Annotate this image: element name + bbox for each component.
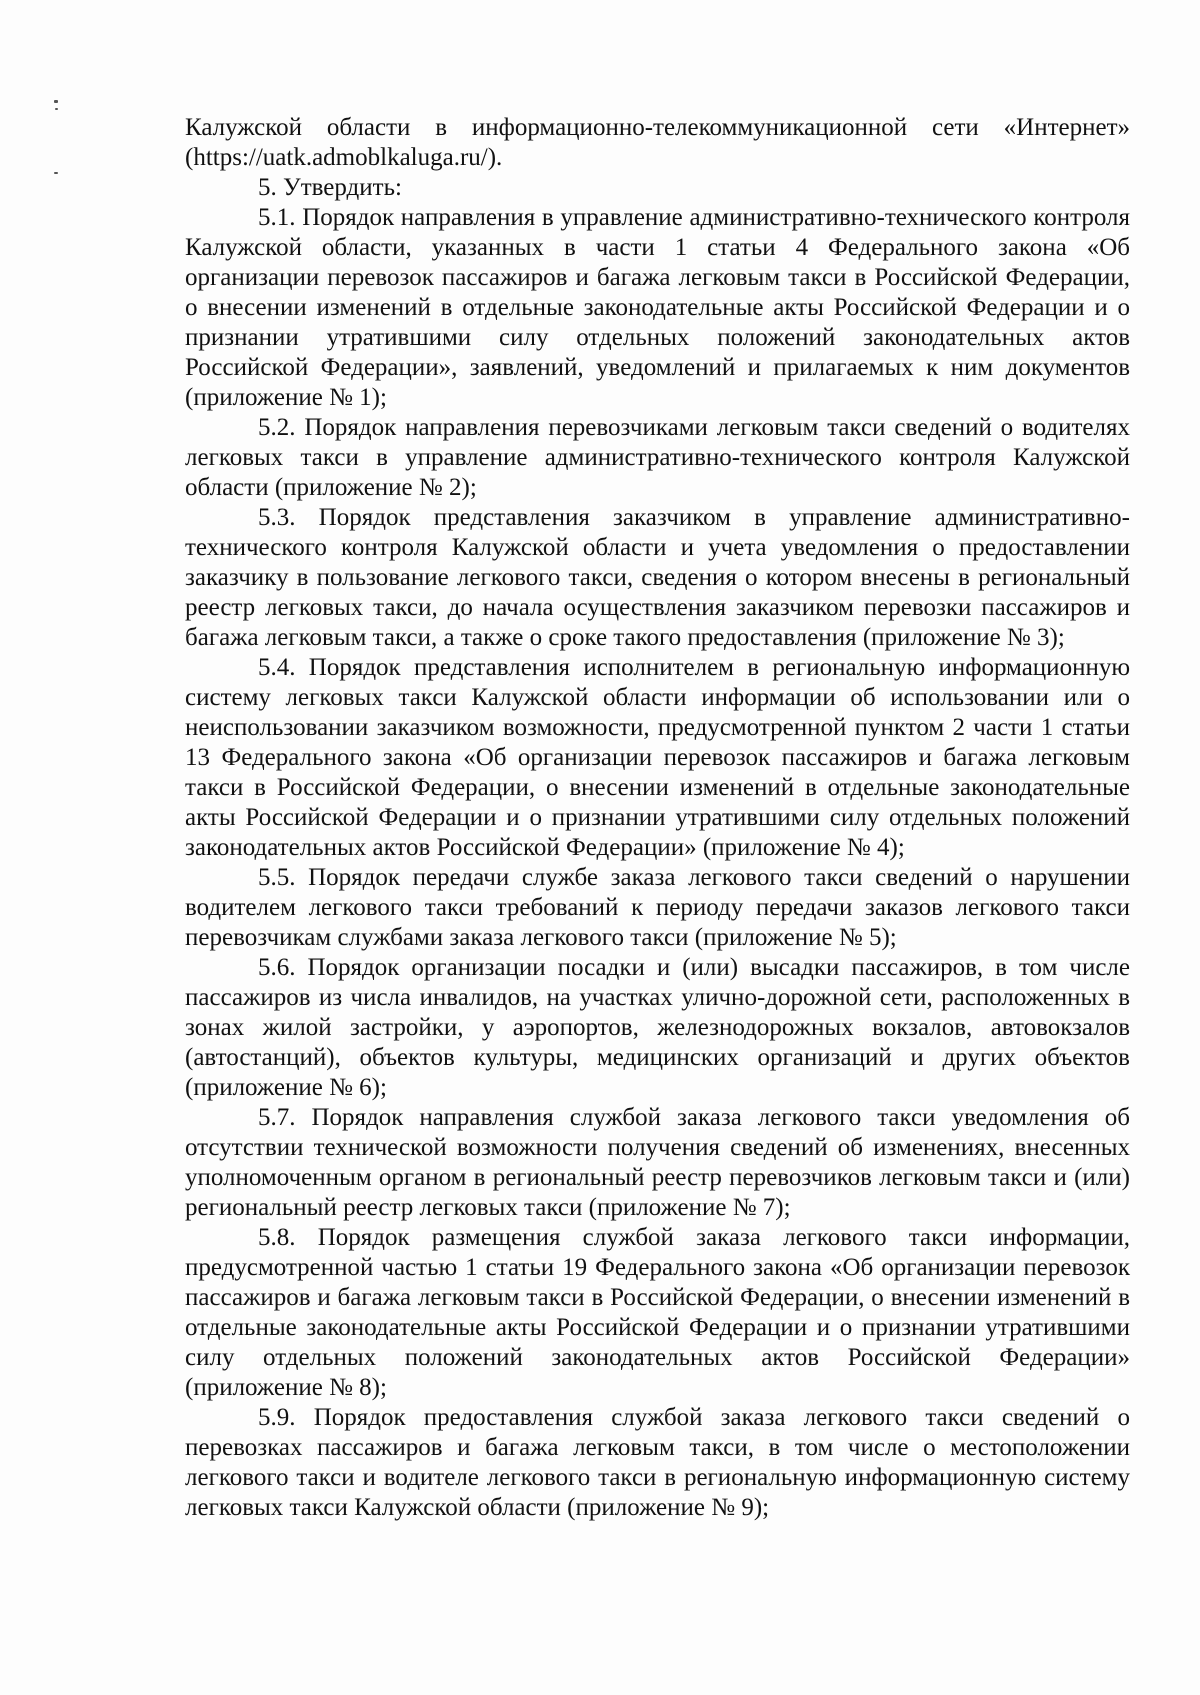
item-5-7: 5.7. Порядок направления службой заказа легкового такси уведомления об отсутствии технической возможности получения сведений об изменениях, внесенных уполномоченным органом в региональный реестр перевозчиков легковым такси и (или) региональный реестр легковых такси (приложение № 7);: [185, 1104, 1130, 1221]
scan-mark: [54, 100, 58, 103]
item-5-4: 5.4. Порядок представления исполнителем в региональную информационную систему легковых такси Калужской области информации об использовании или о неиспользовании заказчиком возможности, предусмотренной пунктом 2 части 1 статьи 13 Федерального закона «Об организации перевозок пассажиров и багажа легковым такси в Российской Федерации, о внесении изменений в отдельные законодательные акты Российской Федерации и о признании утратившими силу отдельных положений законодательных актов Российской Федерации» (приложение № 4);: [185, 654, 1130, 861]
scan-mark: [55, 108, 58, 110]
item-5-1: 5.1. Порядок направления в управление административно-технического контроля Калужской области, указанных в части 1 статьи 4 Федерального закона «Об организации перевозок пассажиров и багажа легковым такси в Российской Федерации, о внесении изменений в отдельные законодательные акты Российской Федерации и о признании утратившими силу отдельных положений законодательных актов Российской Федерации», заявлений, уведомлений и прилагаемых к ним документов (приложение № 1);: [185, 204, 1130, 411]
item-5-6: 5.6. Порядок организации посадки и (или) высадки пассажиров, в том числе пассажиров из числа инвалидов, на участках улично-дорожной сети, расположенных в зонах жилой застройки, у аэропортов, железнодорожных вокзалов, автовокзалов (автостанций), объектов культуры, медицинских организаций и других объектов (приложение № 6);: [185, 954, 1130, 1101]
item-5-5: 5.5. Порядок передачи службе заказа легкового такси сведений о нарушении водителем легкового такси требований к периоду передачи заказов легкового такси перевозчикам службами заказа легкового такси (приложение № 5);: [185, 864, 1130, 951]
document-body: [185, 113, 1130, 1523]
intro-paragraph: Калужской области в информационно-телекоммуникационной сети «Интернет» (https://uatk.admoblkaluga.ru/).: [185, 114, 1130, 171]
item-5-8: 5.8. Порядок размещения службой заказа легкового такси информации, предусмотренной частью 1 статьи 19 Федерального закона «Об организации перевозок пассажиров и багажа легковым такси в Российской Федерации, о внесении изменений в отдельные законодательные акты Российской Федерации и о признании утратившими силу отдельных положений законодательных актов Российской Федерации» (приложение № 8);: [185, 1224, 1130, 1401]
item-5: 5. Утвердить:: [258, 174, 402, 201]
item-5-9: 5.9. Порядок предоставления службой заказа легкового такси сведений о перевозках пассажиров и багажа легковым такси, в том числе о местоположении легкового такси и водителе легкового такси в региональную информационную систему легковых такси Калужской области (приложение № 9);: [185, 1404, 1130, 1521]
scan-mark: [54, 172, 58, 174]
item-5-2: 5.2. Порядок направления перевозчиками легковым такси сведений о водителях легковых такси в управление административно-технического контроля Калужской области (приложение № 2);: [185, 414, 1130, 501]
item-5-3: 5.3. Порядок представления заказчиком в управление административно-технического контроля Калужской области и учета уведомления о предоставлении заказчику в пользование легкового такси, сведения о котором внесены в региональный реестр легковых такси, до начала осуществления заказчиком перевозки пассажиров и багажа легковым такси, а также о сроке такого предоставления (приложение № 3);: [185, 504, 1130, 651]
